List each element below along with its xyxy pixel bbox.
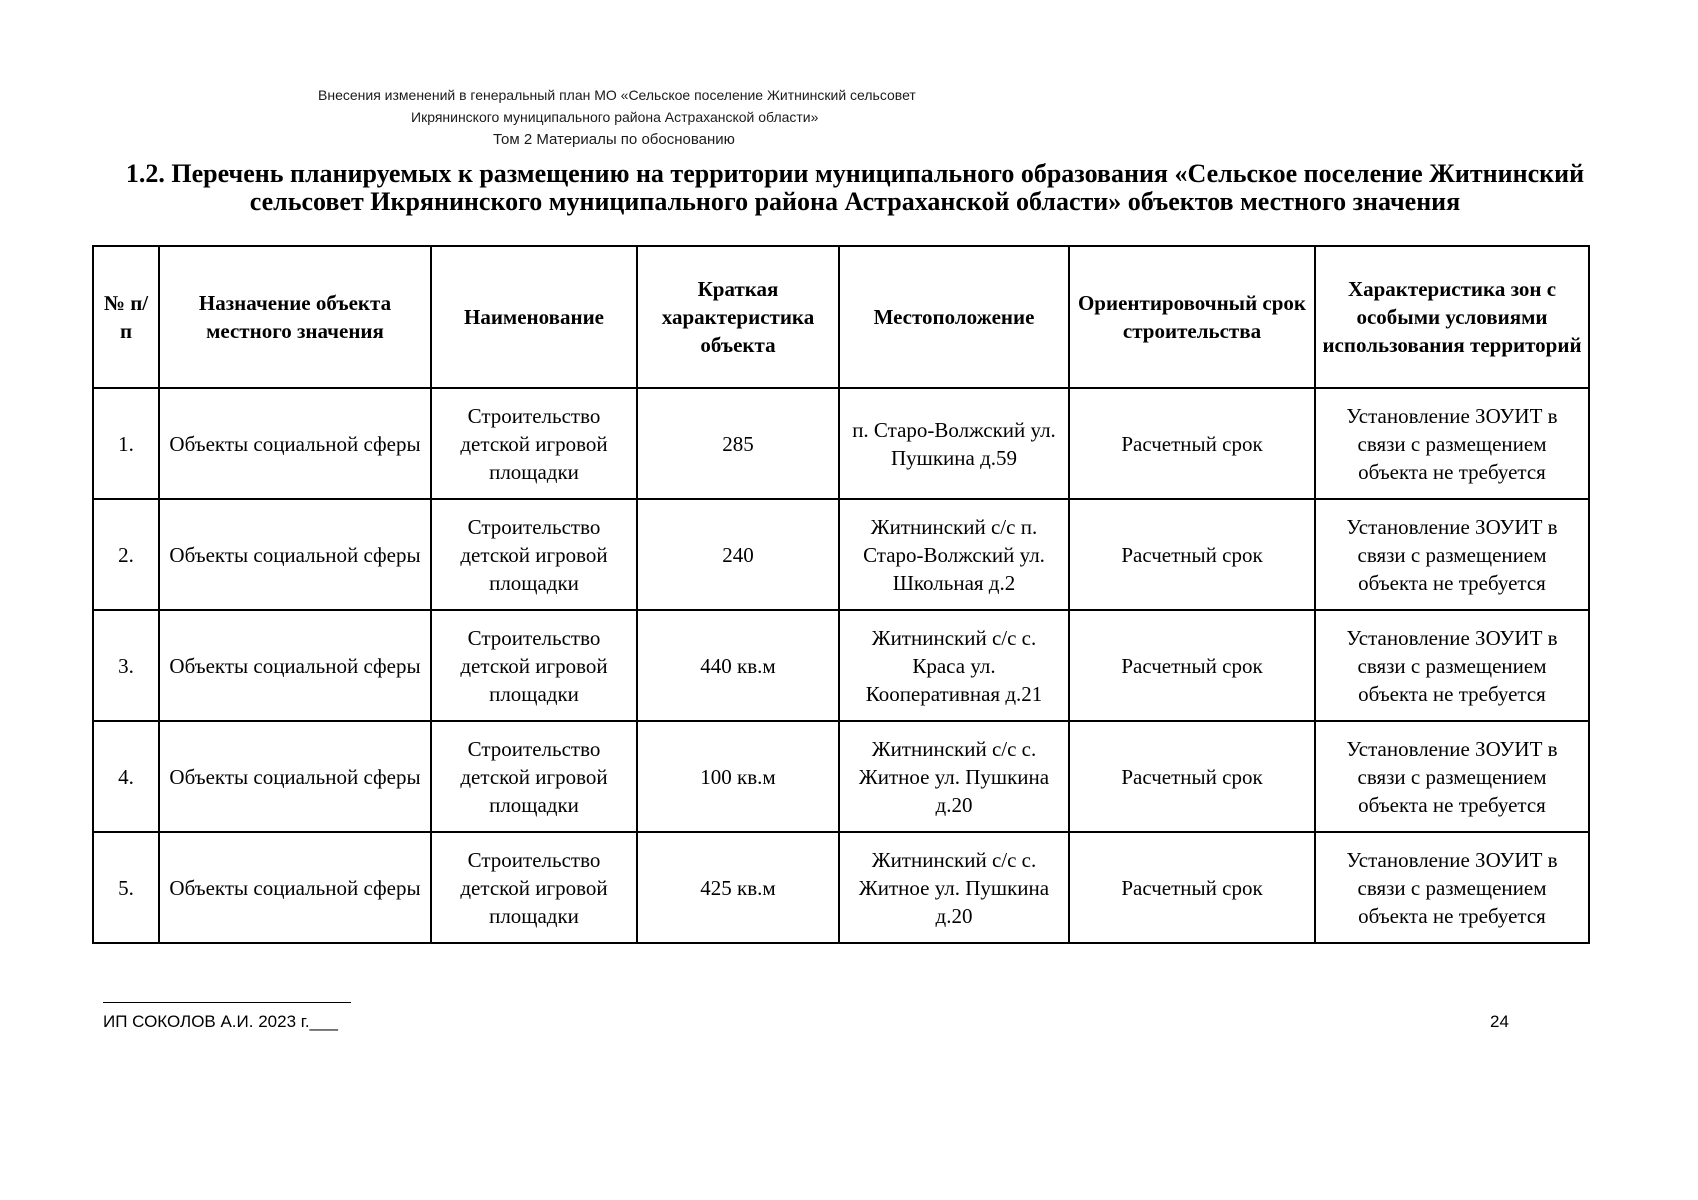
cell-purpose: Объекты социальной сферы [159,721,431,832]
table-row [93,499,1589,610]
cell-name: Строительство детской игровой площадки [431,721,637,832]
cell-construction-period: Расчетный срок [1069,499,1315,610]
cell-number: 2. [93,499,159,610]
cell-name: Строительство детской игровой площадки [431,832,637,943]
cell-brief-characteristic: 240 [637,499,839,610]
cell-construction-period: Расчетный срок [1069,610,1315,721]
cell-name: Строительство детской игровой площадки [431,388,637,499]
footer-author: ИП СОКОЛОВ А.И. 2023 г.___ [103,1012,338,1031]
cell-location: Житнинский с/с с. Житное ул. Пушкина д.20 [839,721,1069,832]
header-number: № п/п [93,246,159,388]
header-construction-period: Ориентировочный срок строительства [1069,246,1315,388]
header-purpose: Назначение объекта местного значения [159,246,431,388]
cell-zone-characteristic: Установление ЗОУИТ в связи с размещением объекта не требуется [1315,388,1589,499]
running-header-line-1: Внесения изменений в генеральный план МО «Сельское поселение Житнинский сельсовет [318,87,916,103]
cell-location: Житнинский с/с п. Старо-Волжский ул. Школьная д.2 [839,499,1069,610]
cell-number: 5. [93,832,159,943]
table-row [93,832,1589,943]
cell-zone-characteristic: Установление ЗОУИТ в связи с размещением объекта не требуется [1315,499,1589,610]
cell-construction-period: Расчетный срок [1069,388,1315,499]
cell-brief-characteristic: 285 [637,388,839,499]
table-row [93,721,1589,832]
cell-brief-characteristic: 425 кв.м [637,832,839,943]
header-name: Наименование [431,246,637,388]
cell-zone-characteristic: Установление ЗОУИТ в связи с размещением объекта не требуется [1315,721,1589,832]
cell-purpose: Объекты социальной сферы [159,832,431,943]
cell-location: Житнинский с/с с. Житное ул. Пушкина д.20 [839,832,1069,943]
cell-construction-period: Расчетный срок [1069,721,1315,832]
table-header-row [93,246,1589,388]
table-row [93,610,1589,721]
cell-brief-characteristic: 440 кв.м [637,610,839,721]
cell-purpose: Объекты социальной сферы [159,610,431,721]
objects-table [92,245,1590,944]
header-brief-characteristic: Краткая характеристика объекта [637,246,839,388]
header-zone-characteristic: Характеристика зон с особыми условиями использования территорий [1315,246,1589,388]
cell-number: 1. [93,388,159,499]
running-header-line-2: Икрянинского муниципального района Астраханской области» [411,109,819,125]
cell-location: Житнинский с/с с. Краса ул. Кооперативная д.21 [839,610,1069,721]
cell-purpose: Объекты социальной сферы [159,388,431,499]
cell-number: 4. [93,721,159,832]
cell-zone-characteristic: Установление ЗОУИТ в связи с размещением объекта не требуется [1315,832,1589,943]
section-title: 1.2. Перечень планируемых к размещению на территории муниципального образования «Сельское поселение Житнинский сельсовет Икрянинского муниципального района Астраханской области» объектов местного значения [125,159,1585,216]
cell-purpose: Объекты социальной сферы [159,499,431,610]
cell-name: Строительство детской игровой площадки [431,499,637,610]
footer-separator [103,1002,351,1003]
cell-number: 3. [93,610,159,721]
table-row [93,388,1589,499]
cell-brief-characteristic: 100 кв.м [637,721,839,832]
cell-construction-period: Расчетный срок [1069,832,1315,943]
cell-name: Строительство детской игровой площадки [431,610,637,721]
header-location: Местоположение [839,246,1069,388]
running-header-line-3: Том 2 Материалы по обоснованию [493,131,735,148]
cell-location: п. Старо-Волжский ул. Пушкина д.59 [839,388,1069,499]
cell-zone-characteristic: Установление ЗОУИТ в связи с размещением объекта не требуется [1315,610,1589,721]
page-number: 24 [1490,1012,1509,1031]
